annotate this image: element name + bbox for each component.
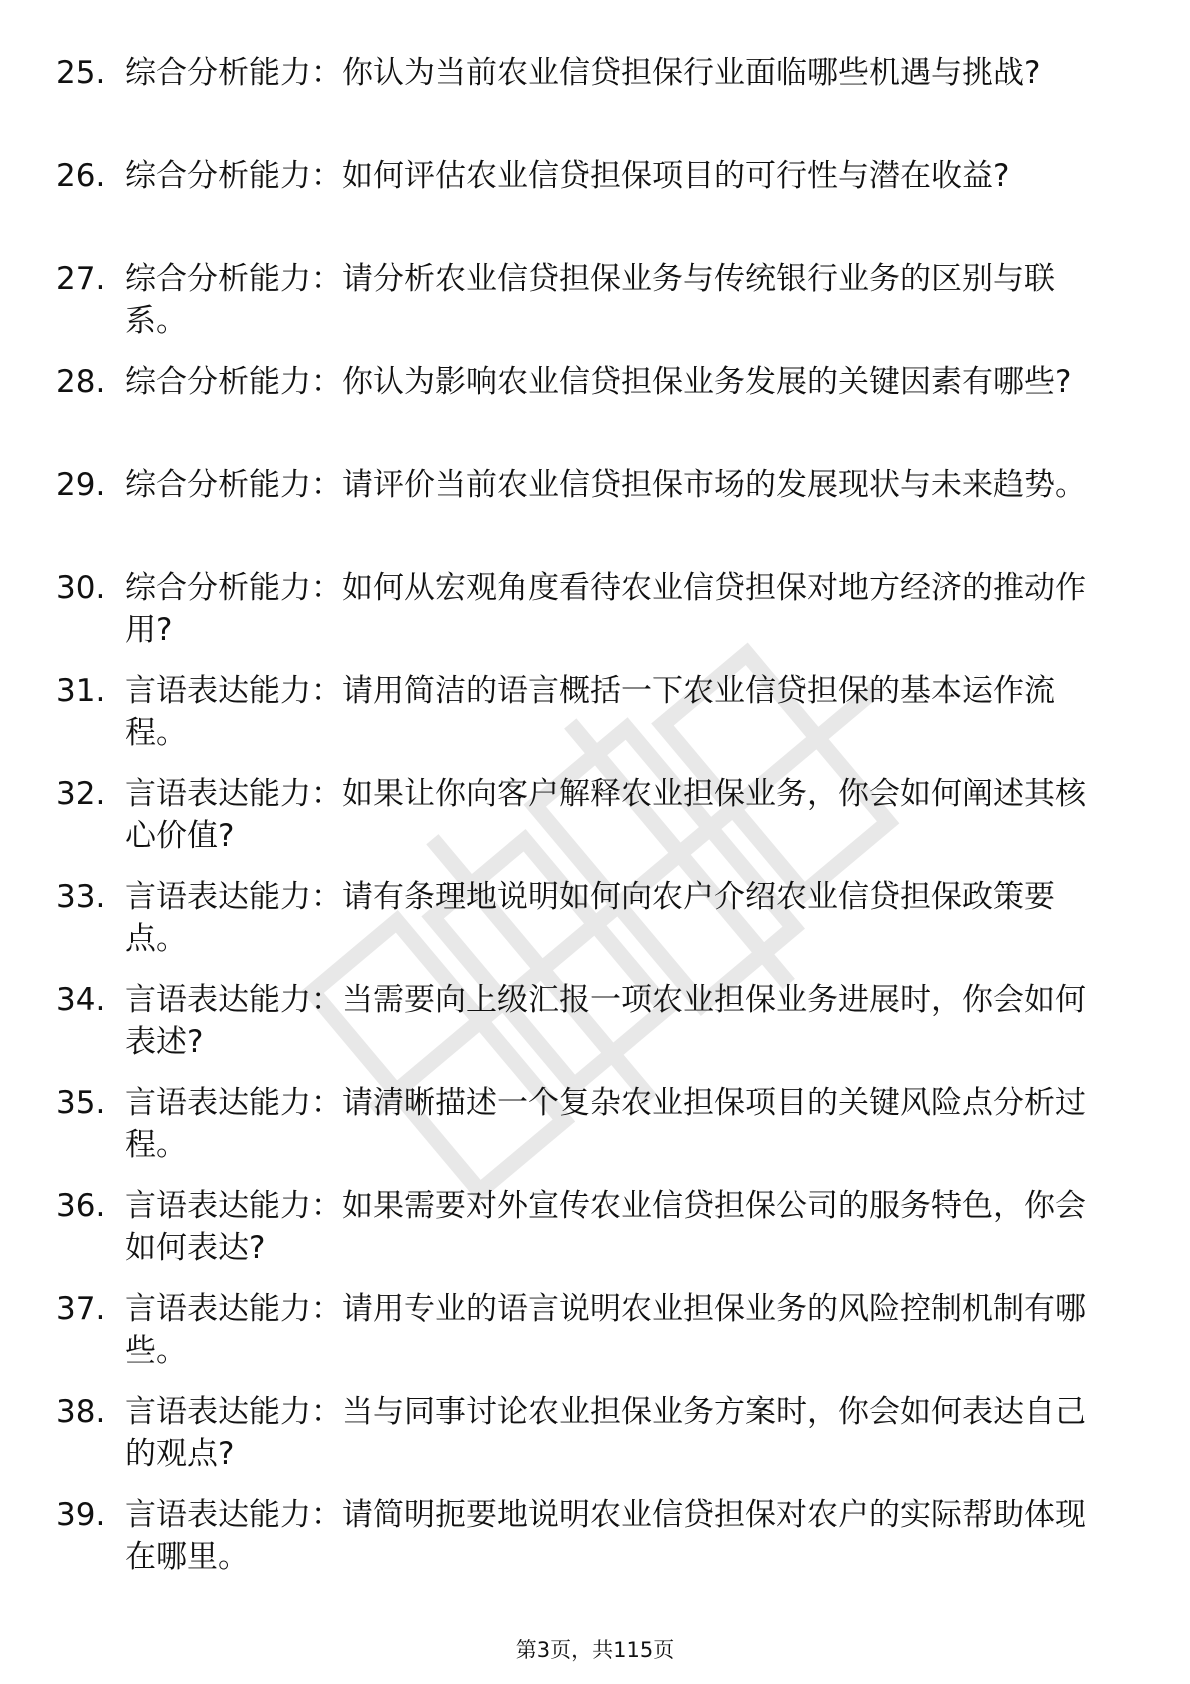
question-category: 言语表达能力： [125, 982, 342, 1018]
question-body: 如何评估农业信贷担保项目的可行性与潜在收益? [342, 158, 1010, 194]
question-body: 当与同事讨论农业担保业务方案时，你会如何表达自己的观点? [125, 1394, 1086, 1472]
question-number: 30. [56, 570, 106, 606]
question-text [125, 1288, 1115, 1372]
question-category: 言语表达能力： [125, 1188, 342, 1224]
question-body: 请分析农业信贷担保业务与传统银行业务的区别与联系。 [125, 261, 1055, 339]
question-number: 28. [56, 364, 106, 400]
question-text [125, 567, 1115, 651]
question-category: 言语表达能力： [125, 673, 342, 709]
question-category: 综合分析能力： [125, 467, 342, 503]
list-item [0, 258, 1190, 361]
question-number: 34. [56, 982, 106, 1018]
page-footer [0, 1636, 1190, 1664]
list-item [0, 1391, 1190, 1494]
question-text [125, 258, 1115, 342]
question-number: 39. [56, 1497, 106, 1533]
list-item [0, 670, 1190, 773]
question-number: 35. [56, 1085, 106, 1121]
question-number: 38. [56, 1394, 106, 1430]
question-number: 33. [56, 879, 106, 915]
question-list [0, 52, 1190, 1597]
question-text [125, 773, 1115, 857]
question-number: 29. [56, 467, 106, 503]
question-text [125, 876, 1115, 960]
question-text [125, 464, 1115, 506]
question-text [125, 52, 1115, 94]
question-number: 26. [56, 158, 106, 194]
question-category: 综合分析能力： [125, 55, 342, 91]
page-indicator: 第3页，共115页 [515, 1638, 675, 1662]
question-text [125, 1185, 1115, 1269]
list-item [0, 1288, 1190, 1391]
question-category: 言语表达能力： [125, 1497, 342, 1533]
question-body: 请清晰描述一个复杂农业担保项目的关键风险点分析过程。 [125, 1085, 1086, 1163]
question-body: 你认为当前农业信贷担保行业面临哪些机遇与挑战? [342, 55, 1041, 91]
question-category: 言语表达能力： [125, 879, 342, 915]
list-item [0, 1494, 1190, 1597]
question-body: 请用专业的语言说明农业担保业务的风险控制机制有哪些。 [125, 1291, 1086, 1369]
question-category: 言语表达能力： [125, 1394, 342, 1430]
question-body: 请用简洁的语言概括一下农业信贷担保的基本运作流程。 [125, 673, 1055, 751]
question-body: 如果需要对外宣传农业信贷担保公司的服务特色，你会如何表达? [125, 1188, 1086, 1266]
question-category: 综合分析能力： [125, 364, 342, 400]
list-item [0, 773, 1190, 876]
question-number: 25. [56, 55, 106, 91]
list-item [0, 52, 1190, 155]
list-item [0, 979, 1190, 1082]
question-text [125, 1082, 1115, 1166]
list-item [0, 464, 1190, 567]
question-text [125, 1391, 1115, 1475]
list-item [0, 1082, 1190, 1185]
question-number: 31. [56, 673, 106, 709]
question-number: 27. [56, 261, 106, 297]
question-body: 如何从宏观角度看待农业信贷担保对地方经济的推动作用? [125, 570, 1086, 648]
question-text [125, 361, 1115, 403]
list-item [0, 155, 1190, 258]
question-text [125, 1494, 1115, 1578]
question-body: 请有条理地说明如何向农户介绍农业信贷担保政策要点。 [125, 879, 1055, 957]
list-item [0, 361, 1190, 464]
question-text [125, 979, 1115, 1063]
question-text [125, 155, 1115, 197]
list-item [0, 567, 1190, 670]
question-category: 综合分析能力： [125, 570, 342, 606]
list-item [0, 1185, 1190, 1288]
question-number: 32. [56, 776, 106, 812]
question-category: 综合分析能力： [125, 261, 342, 297]
question-body: 如果让你向客户解释农业担保业务，你会如何阐述其核心价值? [125, 776, 1086, 854]
question-number: 36. [56, 1188, 106, 1224]
question-body: 你认为影响农业信贷担保业务发展的关键因素有哪些? [342, 364, 1072, 400]
question-category: 言语表达能力： [125, 1085, 342, 1121]
question-body: 请评价当前农业信贷担保市场的发展现状与未来趋势。 [342, 467, 1086, 503]
question-text [125, 670, 1115, 754]
question-body: 请简明扼要地说明农业信贷担保对农户的实际帮助体现在哪里。 [125, 1497, 1086, 1575]
question-category: 综合分析能力： [125, 158, 342, 194]
question-category: 言语表达能力： [125, 1291, 342, 1327]
list-item [0, 876, 1190, 979]
question-category: 言语表达能力： [125, 776, 342, 812]
question-body: 当需要向上级汇报一项农业担保业务进展时，你会如何表述? [125, 982, 1086, 1060]
question-number: 37. [56, 1291, 106, 1327]
